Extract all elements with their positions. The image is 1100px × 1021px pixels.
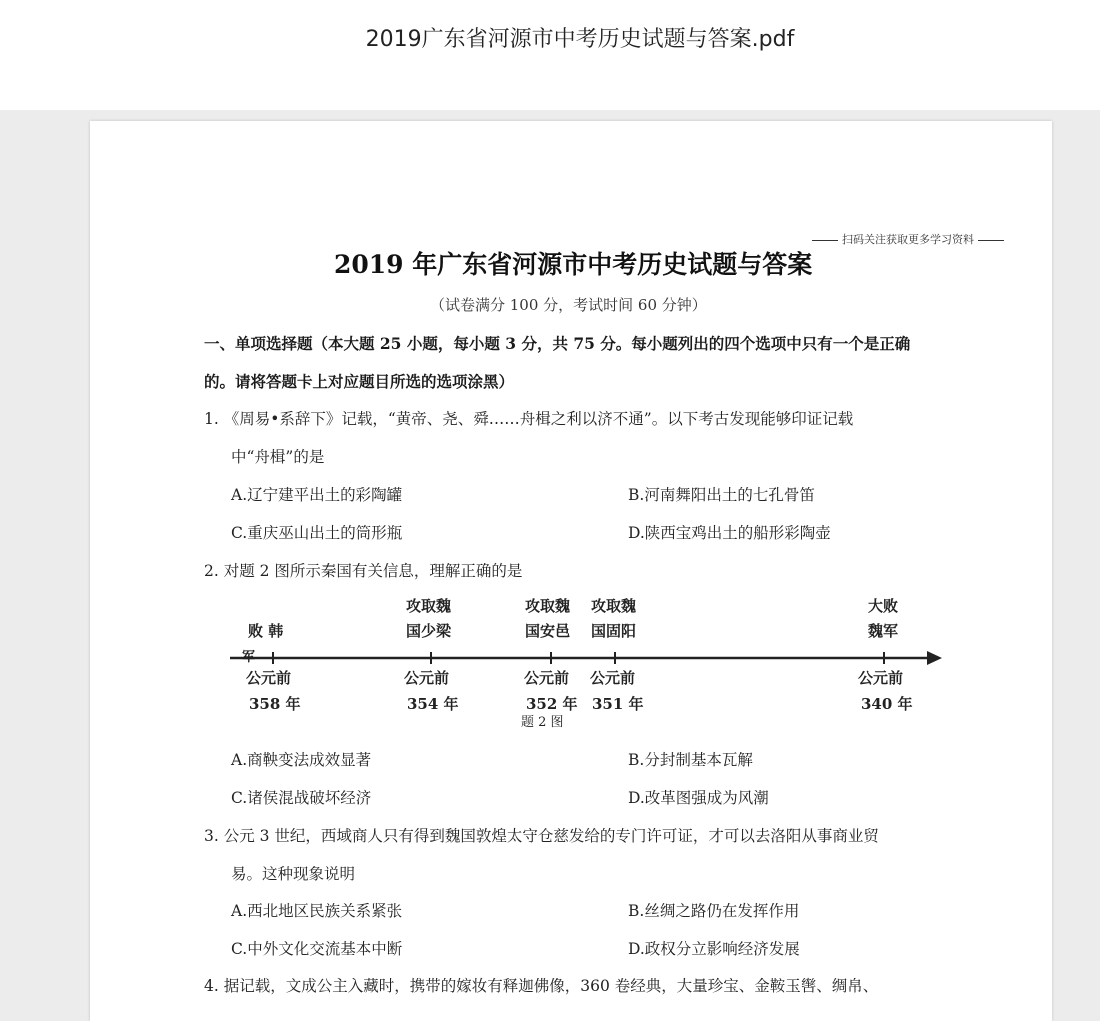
timeline-event-4-date-line1: 公元前 bbox=[590, 669, 636, 687]
timeline-event-2-date-line1: 公元前 bbox=[404, 669, 450, 687]
q1-option-b: B.河南舞阳出土的七孔骨笛 bbox=[628, 486, 815, 504]
timeline-event-1-label: 败 韩 bbox=[248, 622, 284, 640]
timeline-event-2-date-line2: 354 年 bbox=[407, 695, 459, 713]
figure-caption: 题 2 图 bbox=[521, 715, 564, 730]
q1-stem-line1: 1. 《周易•系辞下》记载，“黄帝、尧、舜……舟楫之利以济不通”。以下考古发现能够印证记载 bbox=[204, 410, 854, 428]
q1-option-c: C.重庆巫山出土的筒形瓶 bbox=[231, 524, 403, 542]
q4-stem-line1: 4. 据记载，文成公主入藏时，携带的嫁妆有释迦佛像，360 卷经典，大量珍宝、金鞍玉辔、绸帛、 bbox=[204, 977, 879, 995]
watermark-dash-right bbox=[978, 240, 1004, 241]
watermark bbox=[808, 231, 1008, 247]
q3-stem-line1: 3. 公元 3 世纪，西域商人只有得到魏国敦煌太守仓慈发给的专门许可证，才可以去洛阳从事商业贸 bbox=[204, 827, 879, 845]
viewer-topbar bbox=[0, 0, 1100, 110]
timeline-event-4-label-line1: 攻取魏 bbox=[591, 597, 637, 615]
pdf-page bbox=[90, 121, 1052, 1021]
watermark-dash-left bbox=[812, 240, 838, 241]
timeline-event-4-date-line2: 351 年 bbox=[592, 695, 644, 713]
timeline-event-3-label-line2: 国安邑 bbox=[525, 622, 571, 640]
q1-stem-line2: 中“舟楫”的是 bbox=[231, 448, 325, 466]
timeline-event-5-date-line2: 340 年 bbox=[861, 695, 913, 713]
timeline-event-5-label-line2: 魏军 bbox=[868, 622, 899, 640]
timeline-event-5-date-line1: 公元前 bbox=[858, 669, 904, 687]
document-title: 2019 年广东省河源市中考历史试题与答案 bbox=[334, 250, 813, 279]
timeline-event-5-label-line1: 大败 bbox=[868, 597, 899, 615]
timeline-event-2-label-line1: 攻取魏 bbox=[406, 597, 452, 615]
q2-stem: 2. 对题 2 图所示秦国有关信息，理解正确的是 bbox=[204, 562, 523, 580]
q2-option-a: A.商鞅变法成效显著 bbox=[231, 751, 372, 769]
section-heading-line2: 的。请将答题卡上对应题目所选的选项涂黑） bbox=[204, 372, 515, 391]
timeline-event-1-date-line1: 公元前 bbox=[246, 669, 292, 687]
watermark-text: 扫码关注获取更多学习资料 bbox=[842, 233, 974, 246]
section-heading-line1: 一、单项选择题（本大题 25 小题，每小题 3 分，共 75 分。每小题列出的四个选项中只有一个是正确 bbox=[204, 334, 911, 353]
q3-stem-line2: 易。这种现象说明 bbox=[231, 865, 356, 883]
document-subtitle: （试卷满分 100 分，考试时间 60 分钟） bbox=[430, 296, 707, 314]
q2-option-c: C.诸侯混战破坏经济 bbox=[231, 789, 372, 807]
q3-option-d: D.政权分立影响经济发展 bbox=[628, 940, 800, 958]
timeline-event-3-date-line1: 公元前 bbox=[524, 669, 570, 687]
q2-option-d: D.改革图强成为风潮 bbox=[628, 789, 769, 807]
timeline-event-3-label-line1: 攻取魏 bbox=[525, 597, 571, 615]
timeline-event-1-date-line2: 358 年 bbox=[249, 695, 301, 713]
q1-option-a: A.辽宁建平出土的彩陶罐 bbox=[231, 486, 403, 504]
timeline-event-4-label-line2: 国固阳 bbox=[591, 622, 637, 640]
q3-option-b: B.丝绸之路仍在发挥作用 bbox=[628, 902, 800, 920]
q3-option-a: A.西北地区民族关系紧张 bbox=[231, 902, 403, 920]
timeline-event-3-date-line2: 352 年 bbox=[526, 695, 578, 713]
q1-option-d: D.陕西宝鸡出土的船形彩陶壶 bbox=[628, 524, 831, 542]
q2-option-b: B.分封制基本瓦解 bbox=[628, 751, 753, 769]
timeline-event-2-label-line2: 国少梁 bbox=[406, 622, 452, 640]
file-title: 2019广东省河源市中考历史试题与答案.pdf bbox=[365, 27, 795, 52]
timeline-event-1-label-cont: 军 bbox=[242, 650, 256, 665]
q3-option-c: C.中外文化交流基本中断 bbox=[231, 940, 403, 958]
